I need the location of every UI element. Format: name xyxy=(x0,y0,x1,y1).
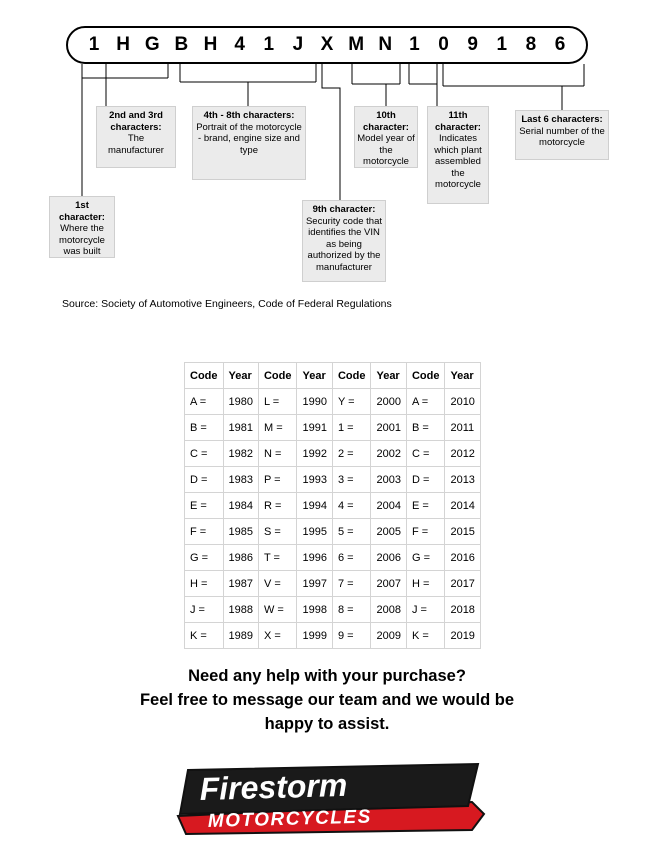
cell-code: J = xyxy=(185,597,224,623)
table-row xyxy=(185,571,481,597)
cell-year: 1984 xyxy=(223,493,258,519)
cell-code: G = xyxy=(406,545,445,571)
cell-code: 8 = xyxy=(332,597,371,623)
cell-code: V = xyxy=(258,571,297,597)
callout-first-character xyxy=(49,196,115,258)
table-row xyxy=(185,545,481,571)
callout-ninth-character xyxy=(302,200,386,282)
cell-year: 2010 xyxy=(445,389,480,415)
table-row xyxy=(185,597,481,623)
vin-char: 1 xyxy=(409,34,420,55)
cell-year: 2002 xyxy=(371,441,406,467)
cell-code: N = xyxy=(258,441,297,467)
cell-code: K = xyxy=(185,623,224,649)
table-header-row xyxy=(185,363,481,389)
cell-code: 5 = xyxy=(332,519,371,545)
table-row xyxy=(185,389,481,415)
cell-code: J = xyxy=(406,597,445,623)
cell-code: M = xyxy=(258,415,297,441)
vin-char: X xyxy=(320,34,334,55)
cell-code: 4 = xyxy=(332,493,371,519)
cell-code: X = xyxy=(258,623,297,649)
callout-title: 1st character: xyxy=(59,200,105,223)
table-row xyxy=(185,519,481,545)
cell-code: T = xyxy=(258,545,297,571)
cell-year: 2011 xyxy=(445,415,480,441)
cell-code: 1 = xyxy=(332,415,371,441)
cell-year: 1999 xyxy=(297,623,332,649)
cell-year: 2019 xyxy=(445,623,480,649)
column-header: Year xyxy=(223,363,258,389)
cell-year: 2018 xyxy=(445,597,480,623)
cell-code: E = xyxy=(406,493,445,519)
cell-code: H = xyxy=(406,571,445,597)
cell-code: A = xyxy=(185,389,224,415)
callout-body: Portrait of the motorcycle - brand, engine size and type xyxy=(196,121,302,156)
cell-year: 1993 xyxy=(297,467,332,493)
cell-year: 2014 xyxy=(445,493,480,519)
callout-title: 11th character: xyxy=(435,110,481,133)
logo-brand-text: Firestorm xyxy=(199,766,348,807)
cell-code: D = xyxy=(406,467,445,493)
cell-year: 2016 xyxy=(445,545,480,571)
callout-fourth-eighth-characters xyxy=(192,106,306,180)
cell-code: R = xyxy=(258,493,297,519)
cell-code: 7 = xyxy=(332,571,371,597)
cell-code: F = xyxy=(406,519,445,545)
cell-code: 9 = xyxy=(332,623,371,649)
callout-body: Indicates which plant assembled the motorcycle xyxy=(434,133,482,190)
vin-char: 8 xyxy=(525,34,537,55)
model-year-code-table xyxy=(184,362,475,649)
column-header: Code xyxy=(185,363,224,389)
vin-char: H xyxy=(203,34,218,55)
cell-code: P = xyxy=(258,467,297,493)
cell-code: L = xyxy=(258,389,297,415)
cell-year: 2004 xyxy=(371,493,406,519)
column-header: Year xyxy=(371,363,406,389)
cell-code: 3 = xyxy=(332,467,371,493)
cell-year: 2006 xyxy=(371,545,406,571)
cell-year: 1982 xyxy=(223,441,258,467)
cell-year: 1994 xyxy=(297,493,332,519)
cell-code: 6 = xyxy=(332,545,371,571)
cell-code: H = xyxy=(185,571,224,597)
logo-subtitle-text: MOTORCYCLES xyxy=(207,806,373,832)
callout-title: 2nd and 3rd characters: xyxy=(109,110,163,133)
cell-year: 1983 xyxy=(223,467,258,493)
callout-eleventh-character xyxy=(427,106,489,204)
cell-code: B = xyxy=(406,415,445,441)
cell-year: 2000 xyxy=(371,389,406,415)
vin-number-strip xyxy=(66,26,588,64)
cell-year: 1998 xyxy=(297,597,332,623)
callout-body: Serial number of the motorcycle xyxy=(519,125,605,148)
cell-year: 1980 xyxy=(223,389,258,415)
cell-year: 1985 xyxy=(223,519,258,545)
cell-code: B = xyxy=(185,415,224,441)
cell-code: S = xyxy=(258,519,297,545)
callout-title: Last 6 characters: xyxy=(521,114,603,125)
cell-year: 2001 xyxy=(371,415,406,441)
cell-code: K = xyxy=(406,623,445,649)
cell-year: 1997 xyxy=(297,571,332,597)
cell-code: 2 = xyxy=(332,441,371,467)
vin-char: 1 xyxy=(263,34,275,55)
cell-code: W = xyxy=(258,597,297,623)
cell-year: 1991 xyxy=(297,415,332,441)
help-line-3: happy to assist. xyxy=(264,715,390,733)
cell-year: 1986 xyxy=(223,545,258,571)
callout-body: Where the motorcycle was built xyxy=(59,223,105,257)
vin-char: 6 xyxy=(554,34,566,55)
cell-year: 1992 xyxy=(297,441,332,467)
help-line-1: Need any help with your purchase? xyxy=(188,667,466,685)
callout-tenth-character xyxy=(354,106,418,168)
column-header: Code xyxy=(258,363,297,389)
cell-year: 2007 xyxy=(371,571,406,597)
callout-title: 9th character: xyxy=(312,204,376,215)
source-note: Source: Society of Automotive Engineers, Code of Federal Regulations xyxy=(62,298,392,310)
cell-code: C = xyxy=(185,441,224,467)
vin-char: 0 xyxy=(438,34,449,55)
callout-body: The manufacturer xyxy=(108,133,164,156)
column-header: Year xyxy=(445,363,480,389)
cell-year: 1981 xyxy=(223,415,258,441)
callout-second-third-characters xyxy=(96,106,176,168)
vin-char: 9 xyxy=(467,34,478,55)
firestorm-motorcycles-logo xyxy=(172,762,488,840)
vin-diagram xyxy=(0,0,654,300)
cell-year: 2003 xyxy=(371,467,406,493)
cell-code: G = xyxy=(185,545,224,571)
callout-title: 10th character: xyxy=(363,110,409,133)
vin-char: J xyxy=(292,34,304,55)
cell-year: 1987 xyxy=(223,571,258,597)
table-row xyxy=(185,441,481,467)
cell-year: 2005 xyxy=(371,519,406,545)
help-message xyxy=(0,664,654,736)
cell-year: 1996 xyxy=(297,545,332,571)
cell-year: 2017 xyxy=(445,571,480,597)
cell-year: 2012 xyxy=(445,441,480,467)
cell-code: F = xyxy=(185,519,224,545)
column-header: Code xyxy=(406,363,445,389)
callout-title: 4th - 8th characters: xyxy=(203,110,295,121)
cell-year: 2009 xyxy=(371,623,406,649)
callout-body: Model year of the motorcycle xyxy=(357,133,415,167)
vin-char: 4 xyxy=(234,34,245,55)
cell-code: Y = xyxy=(332,389,371,415)
cell-year: 1995 xyxy=(297,519,332,545)
cell-year: 2008 xyxy=(371,597,406,623)
cell-code: C = xyxy=(406,441,445,467)
callout-last-six-characters xyxy=(515,110,609,160)
cell-year: 2013 xyxy=(445,467,480,493)
cell-code: A = xyxy=(406,389,445,415)
cell-year: 2015 xyxy=(445,519,480,545)
cell-code: E = xyxy=(185,493,224,519)
cell-code: D = xyxy=(185,467,224,493)
table-row xyxy=(185,467,481,493)
cell-year: 1989 xyxy=(223,623,258,649)
table-row xyxy=(185,623,481,649)
help-line-2: Feel free to message our team and we would be xyxy=(139,691,515,709)
vin-char: B xyxy=(174,34,189,55)
column-header: Code xyxy=(332,363,371,389)
table-row xyxy=(185,493,481,519)
vin-char: 1 xyxy=(496,34,508,55)
cell-year: 1988 xyxy=(223,597,258,623)
table-row xyxy=(185,415,481,441)
callout-body: Security code that identifies the VIN as being authorized by the manufacturer xyxy=(305,215,383,273)
cell-year: 1990 xyxy=(297,389,332,415)
column-header: Year xyxy=(297,363,332,389)
vin-char: N xyxy=(378,34,393,55)
vin-char: H xyxy=(116,34,130,55)
vin-char: M xyxy=(348,34,365,55)
vin-char: 1 xyxy=(88,34,100,55)
vin-char: G xyxy=(144,34,160,55)
